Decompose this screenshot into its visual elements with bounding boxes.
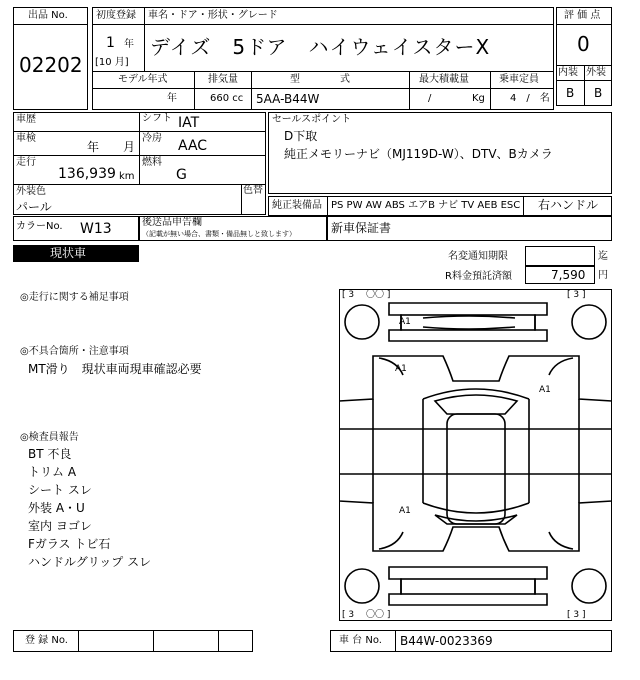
aftermarket-note: （記載が無い場合、書類・備品無しと致します）	[142, 230, 296, 238]
score-label: 評 価 点	[564, 10, 601, 21]
exterior-color-value: パール	[16, 200, 52, 214]
aftermarket-label: 後送品申告欄	[142, 217, 202, 228]
current-status-label: 現状車	[50, 246, 87, 260]
warranty-value: 新車保証書	[331, 221, 392, 235]
equipment-value: PS PW AW ABS エアB ナビ TV AEB ESC	[331, 200, 521, 211]
car-diagram	[339, 289, 612, 621]
damage-mark: A1	[399, 317, 411, 327]
registration-label: 登 録 No.	[25, 635, 68, 646]
name-change-label: 名変通知期限	[448, 251, 508, 262]
reg-col-3	[218, 630, 219, 652]
model-col-2	[251, 71, 252, 110]
equipment-label: 純正装備品	[272, 200, 322, 211]
specs-row-3	[13, 184, 266, 185]
driving-notes-label: ◎走行に関する補足事項	[20, 292, 129, 303]
exterior-label: 外装	[586, 67, 606, 78]
chassis-label: 車 台 No.	[339, 635, 382, 646]
damage-mark: A1	[399, 506, 411, 516]
recycle-label: R料金預託済額	[445, 271, 512, 282]
model-year-label: モデル年式	[118, 74, 168, 85]
specs-col	[139, 112, 140, 184]
inspector-item: Fガラス トビ石	[28, 537, 111, 551]
model-label: 型 式	[290, 74, 350, 85]
recycle-value: 7,590	[551, 268, 586, 282]
mileage-label: 走行	[16, 157, 36, 168]
color-no-label: カラーNo.	[16, 221, 63, 232]
steering-value: 右ハンドル	[538, 198, 599, 212]
first-reg-label: 初度登録	[96, 10, 136, 21]
car-name-label: 車名・ドア・形状・グレード	[148, 10, 278, 21]
first-reg-year: 1	[106, 35, 115, 51]
sales-point-label: セールスポイント	[272, 114, 352, 125]
displacement-label: 排気量	[208, 74, 238, 85]
model-row-divider	[92, 88, 554, 89]
diagram-tag-bl: [ 3 〇〇 ]	[342, 610, 391, 620]
inspector-item: ハンドルグリップ スレ	[28, 555, 152, 569]
mileage-value: 136,939	[58, 166, 116, 182]
damage-mark: A1	[395, 364, 407, 374]
defects-text: MT滑り 現状車両現車確認必要	[28, 362, 202, 376]
roof-diagram-bottom	[345, 567, 606, 605]
lot-label: 出品 No.	[28, 10, 68, 21]
model-year-unit: 年	[167, 93, 177, 104]
model-col-3	[409, 71, 410, 110]
name-change-unit: 迄	[598, 251, 608, 262]
max-load-slash: /	[428, 93, 432, 104]
diagram-tag-tr: [ 3 ]	[567, 290, 586, 300]
lot-number: 02202	[19, 53, 83, 77]
max-load-unit: Kg	[472, 93, 485, 104]
diagram-tag-tl: [ 3 〇〇 ]	[342, 290, 391, 300]
exterior-color-label: 外装色	[16, 186, 46, 197]
ac-label: 冷房	[142, 133, 162, 144]
interior-grade: B	[566, 86, 575, 100]
reg-col-1	[78, 630, 79, 652]
inspector-item: シート スレ	[28, 483, 92, 497]
defects-label: ◎不具合箇所・注意事項	[20, 346, 129, 357]
model-col-4	[490, 71, 491, 110]
reg-col-2	[153, 630, 154, 652]
interior-label: 内装	[558, 67, 578, 78]
chassis-number: B44W-0023369	[400, 634, 493, 648]
roof-diagram-top	[345, 303, 606, 341]
fuel-label: 燃料	[142, 157, 162, 168]
shift-value: IAT	[178, 115, 200, 131]
name-change-box	[525, 246, 595, 266]
chassis-col	[395, 630, 396, 652]
capacity-value: 4 / 名	[510, 93, 550, 104]
recycle-unit: 円	[598, 270, 608, 281]
equipment-col-2	[523, 196, 524, 216]
mileage-unit: km	[119, 171, 135, 182]
equipment-col-1	[327, 196, 328, 216]
color-change-label: 色替	[243, 185, 263, 196]
inspection-value: 年 月	[87, 140, 136, 154]
damage-mark: A1	[539, 385, 551, 395]
shift-label: シフト	[142, 113, 172, 124]
sales-point-line2: 純正メモリーナビ（MJ119D-W）、DTV、Bカメラ	[284, 147, 553, 161]
score-value: 0	[577, 32, 590, 56]
inspector-item: 室内 ヨゴレ	[28, 519, 92, 533]
first-reg-month: [10 月]	[95, 57, 129, 68]
displacement-value: 660 cc	[210, 93, 244, 104]
model-col-1	[194, 71, 195, 110]
first-reg-year-unit: 年	[124, 39, 134, 50]
inspector-item: 外装 A・U	[28, 501, 85, 515]
inspector-label: ◎検査員報告	[20, 432, 79, 443]
specs-color-change-col	[241, 184, 242, 215]
capacity-label: 乗車定員	[499, 74, 539, 85]
inspector-item: BT 不良	[28, 447, 72, 461]
inspector-item: トリム A	[28, 465, 77, 479]
inspection-label: 車検	[16, 133, 36, 144]
history-label: 車歴	[16, 114, 36, 125]
ac-value: AAC	[178, 138, 208, 154]
model-value: 5AA-B44W	[256, 92, 320, 106]
fuel-value: G	[176, 167, 187, 183]
color-no-value: W13	[80, 221, 112, 237]
max-load-label: 最大積載量	[419, 74, 469, 85]
exterior-grade: B	[594, 86, 603, 100]
sales-point-line1: D下取	[284, 129, 318, 143]
diagram-tag-br: [ 3 ]	[567, 610, 586, 620]
car-body-diagram	[339, 356, 612, 551]
car-name: デイズ 5ドア ハイウェイスターX	[150, 35, 491, 59]
